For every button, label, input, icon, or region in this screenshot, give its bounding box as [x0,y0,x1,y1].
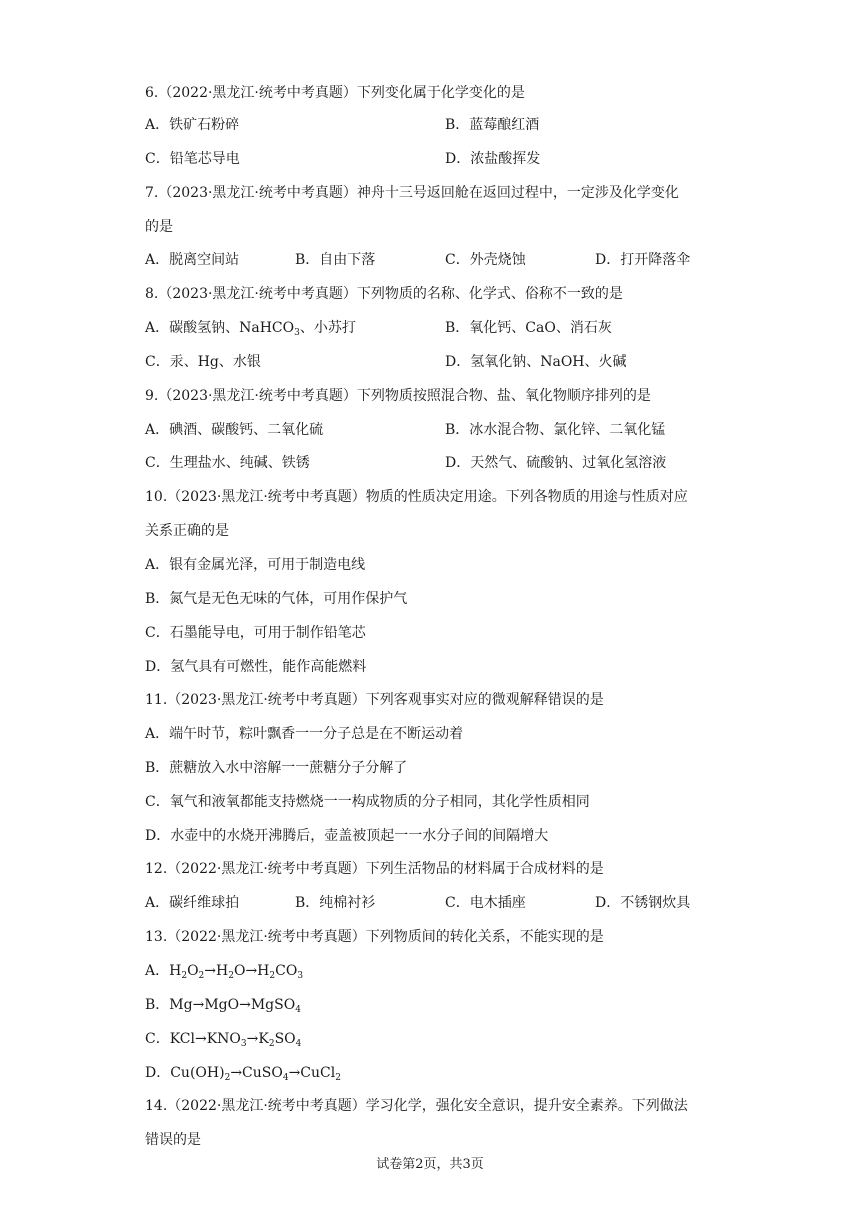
option-c: C．外壳烧蚀 [445,252,526,268]
option-b: B．氧化钙、CaO、消石灰 [445,320,612,336]
question-stem-continued: 的是 [145,219,173,235]
question-stem-continued: 关系正确的是 [145,523,229,539]
option-b: B．蔗糖放入水中溶解一一蔗糖分子分解了 [145,760,408,776]
option-b: B．蓝莓酿红酒 [445,117,540,133]
question-stem: 10.（2023·黑龙江·统考中考真题）物质的性质决定用途。下列各物质的用途与性质对应 [145,489,688,505]
option-d: D．水壶中的水烧开沸腾后，壶盖被顶起一一水分子间的间隔增大 [145,828,549,844]
option-a: A．端午时节，粽叶飘香一一分子总是在不断运动着 [145,726,464,742]
option-a: A．银有金属光泽，可用于制造电线 [145,557,366,573]
option-b: B．冰水混合物、氯化锌、二氧化锰 [445,422,666,438]
option-b: B．自由下落 [295,252,376,268]
option-d: D．打开降落伞 [595,252,691,268]
option-d: D．天然气、硫酸钠、过氧化氢溶液 [445,455,667,471]
option-c: C．生理盐水、纯碱、铁锈 [145,455,310,471]
option-a: A．$H_2O_2\to H_2O\to H_2CO_3$ [145,963,304,981]
question-stem: 8.（2023·黑龙江·统考中考真题）下列物质的名称、化学式、俗称不一致的是 [145,286,623,302]
option-a: A．碳纤维球拍 [145,895,240,911]
option-a: A．铁矿石粉碎 [145,117,240,133]
question-stem: 14.（2022·黑龙江·统考中考真题）学习化学，强化安全意识，提升安全素养。下列做法 [145,1098,688,1114]
option-d: D．浓盐酸挥发 [445,151,541,167]
option-d: D．$Cu(OH)_2\to CuSO_4\to CuCl_2$ [145,1065,341,1083]
option-c: C．电木插座 [445,895,526,911]
question-stem: 9.（2023·黑龙江·统考中考真题）下列物质按照混合物、盐、氧化物顺序排列的是 [145,388,651,404]
page-footer: 试卷第2页，共3页 [376,1157,484,1172]
question-stem: 12.（2022·黑龙江·统考中考真题）下列生活物品的材料属于合成材料的是 [145,861,604,877]
option-a: A．碳酸氢钠、NaHCO$_3$、小苏打 [145,320,356,338]
question-stem: 11.（2023·黑龙江·统考中考真题）下列客观事实对应的微观解释错误的是 [145,692,604,708]
option-d: D．氢氧化钠、NaOH、火碱 [445,354,627,370]
option-c: C．$KCl\to KNO_3\to K_2SO_4$ [145,1031,302,1049]
option-d: D．不锈钢炊具 [595,895,691,911]
option-c: C．铅笔芯导电 [145,151,240,167]
option-c: C．石墨能导电，可用于制作铅笔芯 [145,625,366,641]
option-d: D．氢气具有可燃性，能作高能燃料 [145,659,367,675]
option-c: C．氧气和液氧都能支持燃烧一一构成物质的分子相同，其化学性质相同 [145,794,590,810]
question-stem: 13.（2022·黑龙江·统考中考真题）下列物质间的转化关系，不能实现的是 [145,929,604,945]
option-b: B．Mg→MgO→MgSO$_4$ [145,997,301,1015]
option-a: A．碘酒、碳酸钙、二氧化硫 [145,422,324,438]
question-stem-continued: 错误的是 [145,1132,201,1148]
option-c: C．汞、Hg、水银 [145,354,261,370]
option-a: A．脱离空间站 [145,252,240,268]
question-stem: 7.（2023·黑龙江·统考中考真题）神舟十三号返回舱在返回过程中，一定涉及化学变化 [145,185,679,201]
option-b: B．氮气是无色无味的气体，可用作保护气 [145,591,408,607]
question-stem: 6.（2022·黑龙江·统考中考真题）下列变化属于化学变化的是 [145,85,525,101]
option-b: B．纯棉衬衫 [295,895,376,911]
